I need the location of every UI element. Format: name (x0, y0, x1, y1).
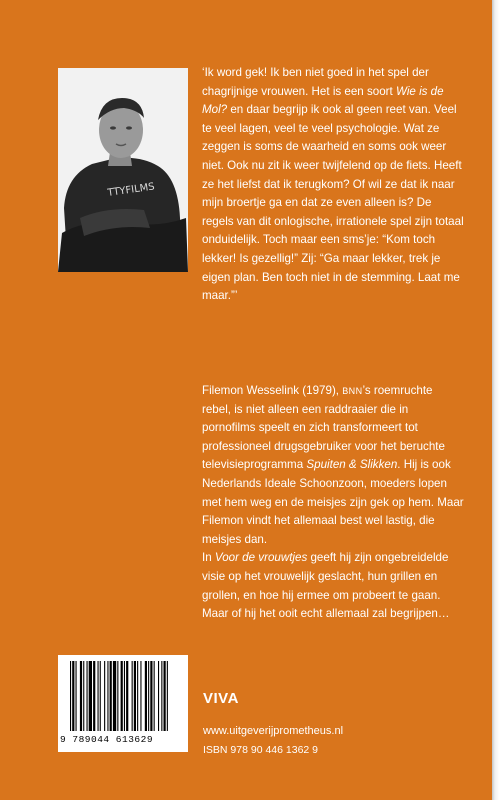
barcode-bar (121, 661, 123, 731)
barcode-bar (100, 661, 101, 731)
blurb-quote (202, 64, 464, 306)
barcode-bar (134, 661, 136, 731)
isbn-number: ISBN 978 90 446 1362 9 (203, 744, 319, 756)
barcode-bar (80, 661, 82, 731)
barcode-bar (70, 661, 71, 731)
barcode-bar (154, 661, 155, 731)
bio-paragraph-1: Filemon Wesselink (1979), BNN’s roemruchte rebel, is niet alleen een raddraaier die in pornofilms speelt en zich transformeert tot professioneel drugsgebruiker voor het beruchte televisieprogramma Spuiten & Slikken. Hij is ook Nederlands Ideale Schoonzoon, moeders lopen met hem weg en de meisjes zijn gek op hem. Maar Filemon vindt het allemaal best wel lastig, die meisjes dan. (202, 384, 464, 546)
barcode-bar (126, 661, 128, 731)
author-bio (202, 382, 464, 624)
blurb-paragraph: ‘Ik word gek! Ik ben niet goed in het spel der chagrijnige vrouwen. Het is een soort Wie is de Mol? en daar begrijp ik ook al geen reet van. Veel te veel lagen, veel te veel psychologie. Wat ze zeggen is soms de waarheid en soms ook weer niet. Ook nu zit ik weer twijfelend op de fiets. Heeft ze het liefst dat ik terugkom? Of wil ze dat ik naar mijn broertje ga en dat ze even alleen is? De regels van dit onlogische, irrationele spel zijn totaal onduidelijk. Toch maar een sms’je: “Kom toch lekker! Is gezellig!” Zij: “Ga maar lekker, trek je eigen plan. Ben toch niet in de stemming. Laat me maar.”’ (202, 66, 464, 303)
barcode-bar (124, 661, 125, 731)
barcode (58, 655, 188, 752)
bio-paragraph-2: In Voor de vrouwtjes geeft hij zijn ongebreidelde visie op het vrouwelijk geslacht, hun grillen en grollen, en hoe hij ermee om probeert te gaan. Maar of hij het ooit echt allemaal zal begrijpen… (202, 551, 450, 621)
barcode-bar (83, 661, 84, 731)
barcode-bar (87, 661, 88, 731)
barcode-bars (58, 655, 188, 735)
barcode-bar (161, 661, 162, 731)
barcode-bar (137, 661, 138, 731)
barcode-bar (107, 661, 108, 731)
barcode-bar (72, 661, 74, 731)
barcode-bar (110, 661, 112, 731)
svg-text:TTYFILMS: TTYFILMS (106, 181, 156, 199)
barcode-bar (167, 661, 168, 731)
barcode-bar (164, 661, 166, 731)
barcode-bar (117, 661, 118, 731)
barcode-bar (76, 661, 77, 731)
barcode-bar (140, 661, 141, 731)
barcode-number: 9 789044 613629 (60, 734, 154, 745)
barcode-bar (150, 661, 152, 731)
barcode-bar (132, 661, 133, 731)
barcode-bar (158, 661, 159, 731)
page-edge (492, 0, 499, 800)
author-photo (58, 68, 188, 272)
barcode-bar (89, 661, 92, 731)
barcode-bar (145, 661, 147, 731)
barcode-bar (104, 661, 105, 731)
publisher-logo: VIVA (203, 690, 239, 707)
barcode-bar (98, 661, 99, 731)
barcode-bar (148, 661, 149, 731)
barcode-bar (93, 661, 95, 731)
barcode-bar (113, 661, 116, 731)
publisher-url: www.uitgeverijprometheus.nl (203, 725, 344, 737)
